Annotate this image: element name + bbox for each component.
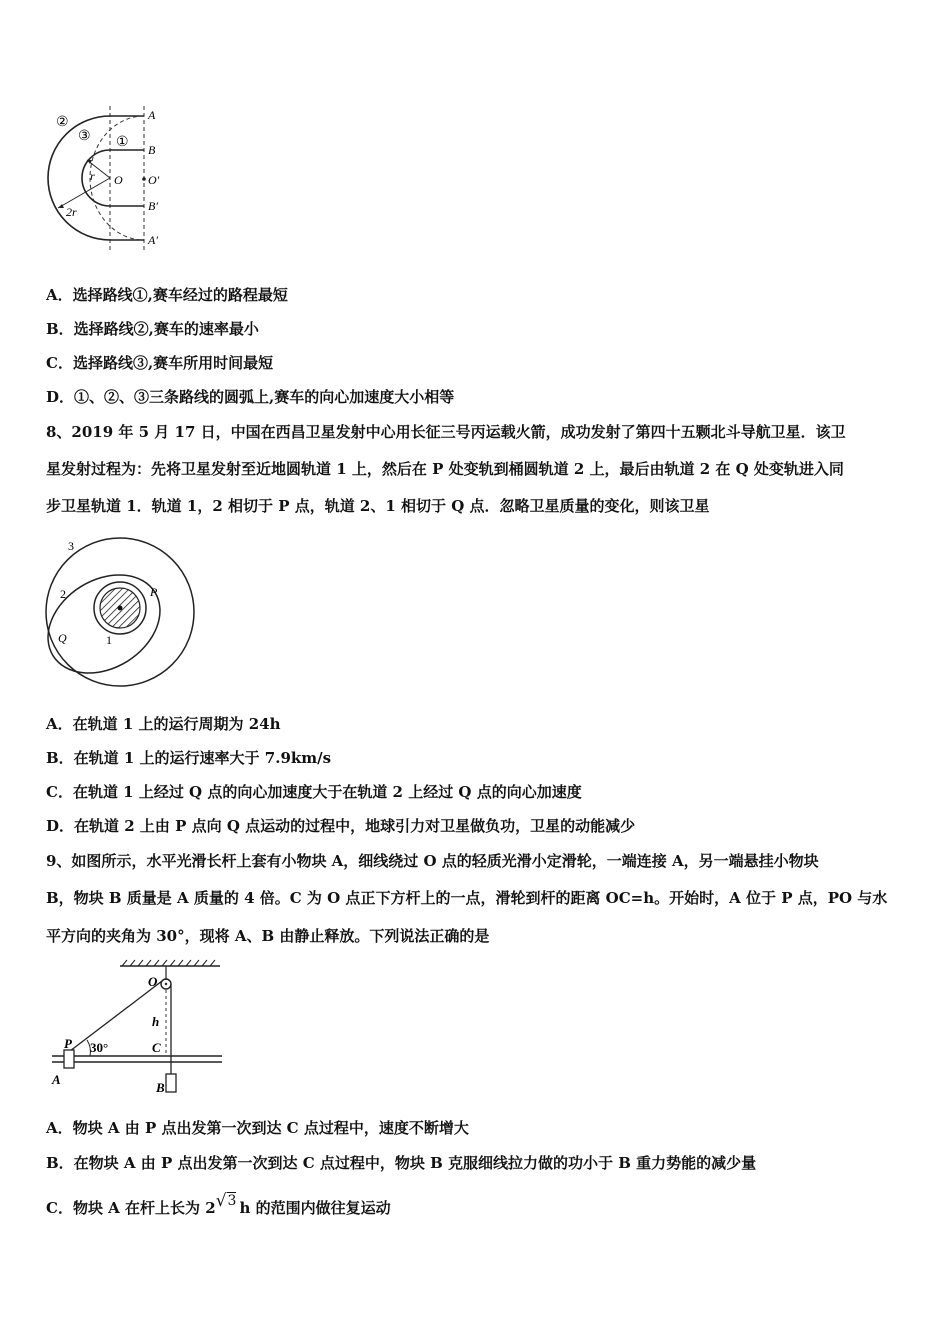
label-route-3: ③ — [78, 129, 91, 144]
q9-stem-line-1: 9、如图所示，水平光滑长杆上套有小物块 A，细线绕过 O 点的轻质光滑小定滑轮，一端连接 A，另一端悬挂小物块 — [46, 852, 819, 870]
q8-option-d: D．在轨道 2 上由 P 点向 Q 点运动的过程中，地球引力对卫星做负功，卫星的动能减少 — [46, 817, 636, 835]
q7-option-c: C．选择路线③,赛车所用时间最短 — [46, 354, 274, 372]
q9-option-b: B．在物块 A 由 P 点出发第一次到达 C 点过程中，物块 B 克服细线拉力做的功小于 B 重力势能的减少量 — [46, 1154, 757, 1172]
pulley-label-A: A — [52, 1072, 61, 1087]
label-A-prime: A′ — [148, 233, 158, 247]
q8-option-a: A．在轨道 1 上的运行周期为 24h — [46, 715, 281, 733]
pulley-label-B: B — [156, 1080, 165, 1095]
label-2r: 2r — [66, 205, 77, 219]
label-B-prime: B′ — [148, 199, 158, 213]
pulley-label-P: P — [64, 1036, 72, 1051]
q9-option-a: A．物块 A 由 P 点出发第一次到达 C 点过程中，速度不断增大 — [46, 1119, 469, 1137]
q9-stem-line-2: B，物块 B 质量是 A 质量的 4 倍。C 为 O 点正下方杆上的一点，滑轮到杆的距离 OC=h。开始时，A 位于 P 点，PO 与水 — [46, 889, 888, 907]
q7-option-a: A．选择路线①,赛车经过的路程最短 — [46, 286, 288, 304]
q8-stem-line-3: 步卫星轨道 1．轨道 1，2 相切于 P 点，轨道 2、1 相切于 Q 点．忽略卫星质量的变化，则该卫星 — [46, 497, 710, 515]
orbit-label-2: 2 — [60, 587, 66, 601]
q9-option-c-pre: C．物块 A 在杆上长为 2 — [46, 1199, 216, 1217]
orbit-label-3: 3 — [68, 539, 74, 553]
q7-option-b: B．选择路线②,赛车的速率最小 — [46, 320, 259, 338]
q7-option-d: D．①、②、③三条路线的圆弧上,赛车的向心加速度大小相等 — [46, 388, 455, 406]
q9-option-c-post: h 的范围内做往复运动 — [239, 1199, 391, 1217]
label-r: r — [90, 169, 95, 183]
label-route-2: ② — [56, 115, 69, 130]
route-figure — [40, 102, 170, 252]
q9-stem-line-3: 平方向的夹角为 30°，现将 A、B 由静止释放。下列说法正确的是 — [46, 927, 490, 945]
q8-stem-line-2: 星发射过程为：先将卫星发射至近地圆轨道 1 上，然后在 P 处变轨到桶圆轨道 2 上，最后由轨道 2 在 Q 处变轨进入同 — [46, 460, 844, 478]
q8-option-b: B．在轨道 1 上的运行速率大于 7.9km/s — [46, 749, 332, 767]
q8-stem-line-1: 8、2019 年 5 月 17 日，中国在西昌卫星发射中心用长征三号丙运载火箭，成功发射了第四十五颗北斗导航卫星．该卫 — [46, 423, 846, 441]
q9-option-c-sqrt-value: 3 — [227, 1193, 237, 1209]
pulley-label-angle: 30° — [90, 1040, 109, 1055]
pulley-label-C: C — [152, 1040, 161, 1055]
sqrt-symbol: √ — [215, 1191, 227, 1211]
pulley-label-h: h — [152, 1014, 160, 1029]
label-route-1: ① — [116, 135, 129, 150]
pulley-figure — [44, 956, 234, 1096]
orbit-figure — [40, 536, 200, 696]
label-B: B — [148, 143, 156, 157]
orbit-label-Q: Q — [58, 631, 67, 645]
orbit-label-P: P — [150, 585, 158, 599]
q8-option-c: C．在轨道 1 上经过 Q 点的向心加速度大于在轨道 2 上经过 Q 点的向心加速度 — [46, 783, 582, 801]
pulley-label-O: O — [148, 974, 158, 989]
label-A: A — [148, 108, 156, 122]
q9-option-c — [46, 1191, 391, 1220]
label-O-prime: O′ — [148, 173, 160, 187]
label-O: O — [114, 173, 123, 187]
orbit-label-1: 1 — [106, 633, 112, 647]
